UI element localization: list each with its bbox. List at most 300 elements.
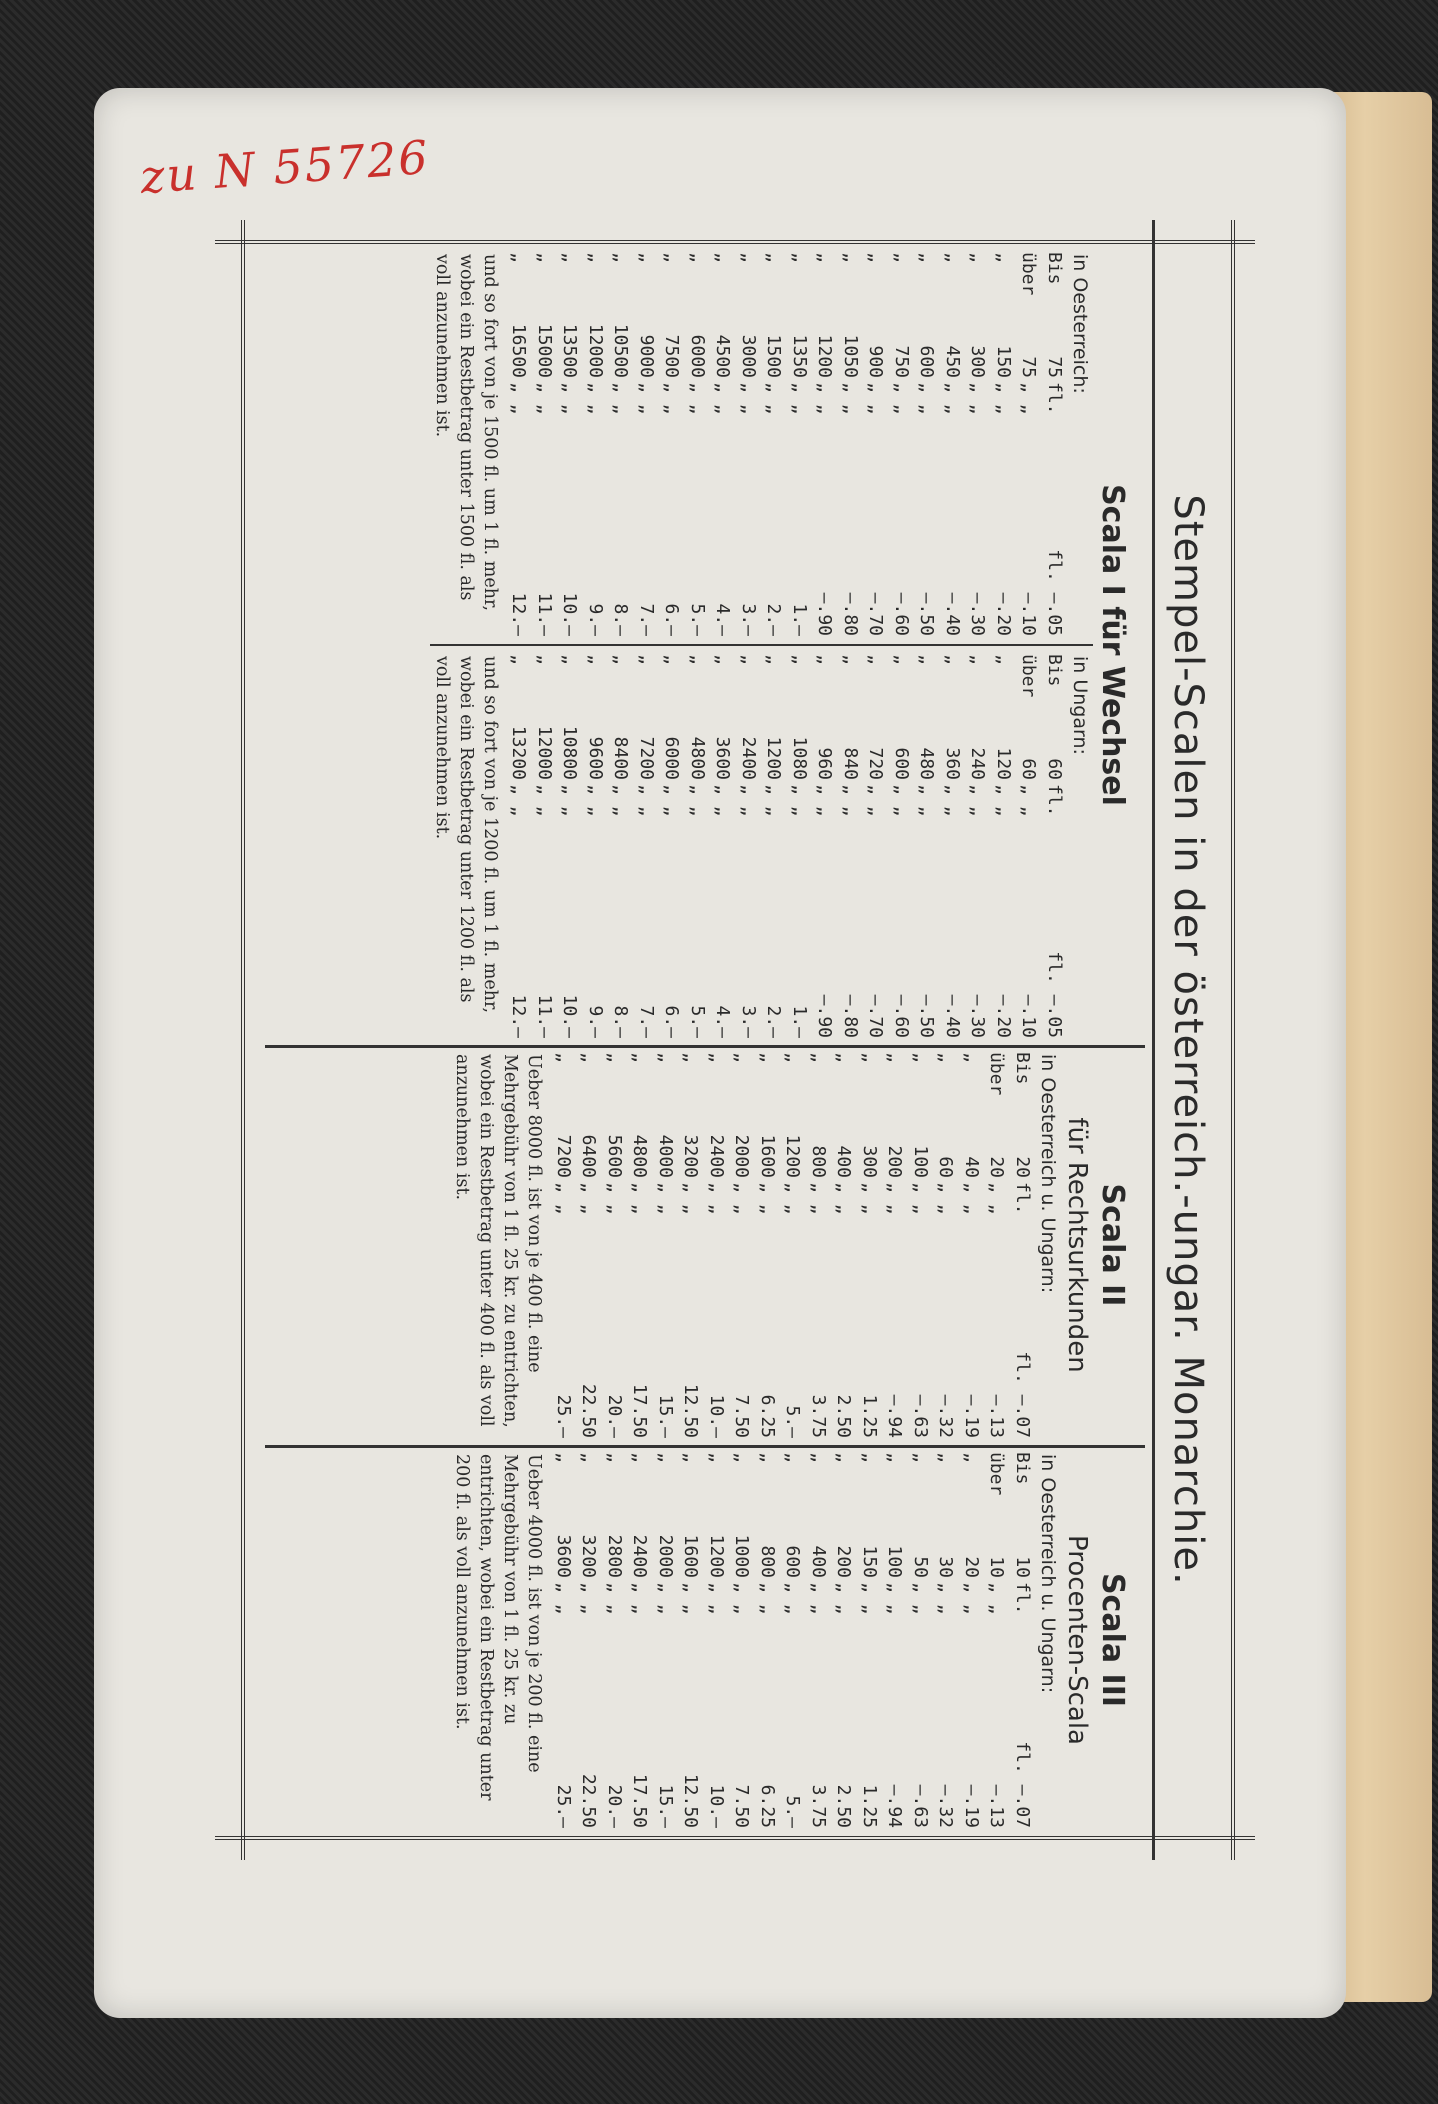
- row-tax: 3.—: [738, 1005, 759, 1038]
- row-prefix: „: [884, 1052, 906, 1063]
- row-unit: „ „: [585, 382, 606, 415]
- rate-row: [984, 1450, 1010, 1830]
- row-unit: „ „: [680, 1582, 702, 1615]
- row-tax: 12.50: [680, 1383, 702, 1438]
- row-unit: „ „: [738, 784, 759, 817]
- rate-row: [755, 1050, 781, 1440]
- rate-row: [602, 1050, 628, 1440]
- column-divider: [265, 1045, 1145, 1048]
- row-tax: 6.—: [661, 1005, 683, 1038]
- row-tax: —.19: [961, 1394, 982, 1438]
- row-prefix: „: [661, 654, 683, 665]
- row-prefix: „: [891, 654, 912, 665]
- row-unit: „ „: [993, 382, 1014, 415]
- rate-row: [908, 1050, 934, 1440]
- row-amount: 100: [910, 1145, 931, 1178]
- row-prefix: über: [986, 1452, 1008, 1496]
- row-prefix: „: [916, 654, 938, 665]
- rate-row: [889, 250, 915, 638]
- rate-row: [678, 1450, 704, 1830]
- rate-row: [761, 250, 787, 638]
- row-unit: „ „: [508, 784, 530, 817]
- row-prefix: „: [629, 1452, 651, 1463]
- row-tax: 4.—: [712, 603, 734, 636]
- rate-row: [882, 1450, 908, 1830]
- row-amount: 100: [884, 1545, 906, 1578]
- rate-row: [634, 250, 660, 638]
- row-amount: 1200: [782, 1134, 804, 1178]
- row-prefix: „: [559, 252, 581, 263]
- row-prefix: „: [884, 1452, 906, 1463]
- row-amount: 60: [1018, 758, 1040, 780]
- row-amount: 480: [916, 747, 938, 780]
- row-prefix: „: [967, 654, 989, 665]
- row-amount: 800: [757, 1545, 778, 1578]
- row-unit: „ „: [840, 784, 861, 817]
- row-unit: „ „: [942, 382, 963, 415]
- row-prefix: „: [680, 1052, 702, 1063]
- row-prefix: Bis: [1012, 1052, 1033, 1085]
- row-prefix: „: [942, 252, 963, 263]
- row-amount: 3600: [712, 736, 734, 780]
- row-unit: „ „: [687, 382, 708, 415]
- row-prefix: „: [738, 252, 759, 263]
- row-tax: 10.—: [706, 1784, 727, 1828]
- row-prefix: „: [604, 1452, 625, 1463]
- row-prefix: „: [712, 252, 734, 263]
- row-tax: —.40: [942, 592, 963, 636]
- row-tax: 9.—: [585, 1005, 606, 1038]
- row-amount: 10500: [610, 323, 632, 378]
- row-unit: „ „: [757, 1582, 778, 1615]
- row-tax: 12.—: [508, 592, 530, 636]
- row-tax: 17.50: [629, 1773, 651, 1828]
- row-tax: 17.50: [629, 1383, 651, 1438]
- row-unit: „ „: [763, 382, 785, 415]
- scala-1-austria: [430, 250, 1093, 646]
- row-prefix: „: [961, 1452, 982, 1463]
- row-prefix: „: [993, 654, 1014, 665]
- footnote: und so fort von je 1500 fl. um 1 fl. mehr, wobei ein Restbetrag unter 1500 fl. als voll anzunehmen ist.: [432, 254, 500, 612]
- rate-row: [653, 1450, 679, 1830]
- row-prefix: „: [935, 1452, 957, 1463]
- rate-row: [608, 250, 634, 638]
- row-tax: —.13: [986, 1784, 1008, 1828]
- row-prefix: „: [610, 654, 632, 665]
- rate-row: [838, 652, 864, 1040]
- row-tax: 12.—: [508, 994, 530, 1038]
- rate-row: [1010, 1050, 1036, 1440]
- row-prefix: „: [910, 1052, 931, 1063]
- row-amount: 1200: [706, 1534, 727, 1578]
- row-unit: „ „: [757, 1182, 778, 1215]
- row-unit: „ „: [782, 1582, 804, 1615]
- rate-row: [557, 250, 583, 638]
- row-amount: 150: [859, 1545, 880, 1578]
- row-tax: 10.—: [559, 994, 581, 1038]
- rate-row: [729, 1050, 755, 1440]
- row-amount: 960: [814, 747, 836, 780]
- row-unit: „ „: [578, 1182, 600, 1215]
- row-prefix: „: [578, 1052, 600, 1063]
- rate-row: [787, 250, 813, 638]
- row-unit: „ „: [935, 1182, 957, 1215]
- row-prefix: „: [865, 654, 887, 665]
- row-unit: „ „: [508, 382, 530, 415]
- row-tax: —.10: [1018, 592, 1040, 636]
- rate-row: [863, 250, 889, 638]
- row-amount: 6400: [578, 1134, 600, 1178]
- row-tax: —.70: [865, 994, 887, 1038]
- row-tax: 1.25: [859, 1394, 880, 1438]
- rate-row: [659, 652, 685, 1040]
- row-amount: 240: [967, 747, 989, 780]
- rate-row: [1042, 652, 1068, 1040]
- region-label: in Oesterreich:: [1069, 254, 1091, 394]
- row-tax: —.50: [916, 592, 938, 636]
- rate-row: [576, 1450, 602, 1830]
- row-prefix: „: [559, 654, 581, 665]
- row-prefix: „: [789, 252, 810, 263]
- row-tax: —.80: [840, 994, 861, 1038]
- rate-row: [933, 1050, 959, 1440]
- row-amount: 12000: [585, 323, 606, 378]
- row-unit: „ „: [1018, 784, 1040, 817]
- row-amount: 7200: [553, 1134, 574, 1178]
- row-unit: „ „: [891, 784, 912, 817]
- row-prefix: „: [840, 654, 861, 665]
- rate-row: [889, 652, 915, 1040]
- rate-row: [991, 652, 1017, 1040]
- row-unit: „ „: [731, 1182, 753, 1215]
- row-prefix: „: [731, 1052, 753, 1063]
- row-prefix: „: [578, 1452, 600, 1463]
- row-amount: 40: [961, 1156, 982, 1178]
- row-tax: 25.—: [553, 1394, 574, 1438]
- row-tax: 8.—: [610, 603, 632, 636]
- row-prefix: Bis: [1044, 252, 1065, 285]
- row-tax: 6.25: [757, 1394, 778, 1438]
- row-unit: „ „: [910, 1582, 931, 1615]
- row-tax: 5.—: [687, 1005, 708, 1038]
- row-unit: „ „: [534, 784, 555, 817]
- row-tax: 3.75: [808, 1394, 829, 1438]
- row-prefix: „: [763, 654, 785, 665]
- row-amount: 9600: [585, 736, 606, 780]
- row-amount: 13200: [508, 725, 530, 780]
- rate-row: [755, 1450, 781, 1830]
- rate-row: [710, 250, 736, 638]
- row-tax: fl. —.07: [1012, 1741, 1033, 1828]
- row-prefix: „: [757, 1452, 778, 1463]
- footnote: und so fort von je 1200 fl. um 1 fl. mehr, wobei ein Restbetrag unter 1200 fl. als voll anzunehmen ist.: [432, 656, 500, 1014]
- rate-row: [704, 1450, 730, 1830]
- row-tax: 5.—: [782, 1405, 804, 1438]
- row-tax: fl. —.05: [1044, 549, 1065, 636]
- row-unit: „ „: [789, 382, 810, 415]
- region-label: in Oesterreich u. Ungarn:: [1037, 1454, 1059, 1694]
- row-unit: „ „: [738, 382, 759, 415]
- row-tax: fl. —.07: [1012, 1351, 1033, 1438]
- row-prefix: „: [661, 252, 683, 263]
- rate-row: [965, 652, 991, 1040]
- row-tax: —.13: [986, 1394, 1008, 1438]
- scala-3-subheading: Procenten-Scala: [1062, 1535, 1092, 1745]
- row-prefix: „: [553, 1052, 574, 1063]
- row-prefix: „: [789, 654, 810, 665]
- row-tax: 11.—: [534, 592, 555, 636]
- row-prefix: „: [680, 1452, 702, 1463]
- row-tax: 7.50: [731, 1784, 753, 1828]
- row-unit: „ „: [884, 1182, 906, 1215]
- row-tax: —.63: [910, 1394, 931, 1438]
- row-prefix: „: [712, 654, 734, 665]
- row-prefix: „: [993, 252, 1014, 263]
- row-unit: „ „: [782, 1182, 804, 1215]
- rate-row: [576, 1050, 602, 1440]
- row-amount: 75: [1044, 356, 1065, 378]
- row-prefix: „: [814, 654, 836, 665]
- row-tax: 6.25: [757, 1784, 778, 1828]
- row-tax: 1.25: [859, 1784, 880, 1828]
- row-unit: „ „: [655, 1582, 676, 1615]
- rate-row: [806, 1050, 832, 1440]
- row-amount: 150: [993, 345, 1014, 378]
- handwritten-shelfmark: zu N 55726: [138, 129, 432, 205]
- row-tax: 3.75: [808, 1784, 829, 1828]
- scala-3-section: [451, 1450, 1132, 1830]
- row-unit: „ „: [578, 1582, 600, 1615]
- scala-1-heading: Scala I für Wechsel: [1095, 484, 1130, 806]
- row-amount: 200: [833, 1545, 855, 1578]
- row-prefix: „: [808, 1052, 829, 1063]
- row-prefix: „: [967, 252, 989, 263]
- row-amount: 1500: [763, 334, 785, 378]
- row-amount: 50: [910, 1556, 931, 1578]
- row-amount: 400: [833, 1145, 855, 1178]
- row-amount: 2800: [604, 1534, 625, 1578]
- row-tax: 20.—: [604, 1784, 625, 1828]
- row-tax: 6.—: [661, 603, 683, 636]
- row-amount: 4000: [655, 1134, 676, 1178]
- row-unit: „ „: [559, 784, 581, 817]
- row-amount: 1600: [757, 1134, 778, 1178]
- row-prefix: über: [1018, 654, 1040, 698]
- row-prefix: „: [859, 1452, 880, 1463]
- row-unit: „ „: [585, 784, 606, 817]
- row-prefix: „: [553, 1452, 574, 1463]
- row-amount: 840: [840, 747, 861, 780]
- row-unit: „ „: [891, 382, 912, 415]
- row-amount: 3600: [553, 1534, 574, 1578]
- row-unit: „ „: [706, 1582, 727, 1615]
- row-prefix: „: [859, 1052, 880, 1063]
- row-amount: 20: [961, 1556, 982, 1578]
- row-unit: „ „: [636, 784, 657, 817]
- row-unit: „ „: [629, 1182, 651, 1215]
- rate-row: [602, 1450, 628, 1830]
- rate-row: [831, 1450, 857, 1830]
- rate-row: [551, 1050, 577, 1440]
- rate-row: [627, 1450, 653, 1830]
- row-unit: „ „: [993, 784, 1014, 817]
- row-prefix: „: [961, 1052, 982, 1063]
- rate-row: [780, 1050, 806, 1440]
- rate-row: [551, 1450, 577, 1830]
- row-unit: „ „: [833, 1582, 855, 1615]
- row-amount: 7500: [661, 334, 683, 378]
- row-amount: 1080: [789, 736, 810, 780]
- rate-row: [608, 652, 634, 1040]
- row-unit: „ „: [833, 1182, 855, 1215]
- rate-row: [863, 652, 889, 1040]
- row-amount: 200: [884, 1145, 906, 1178]
- rate-table: [551, 1450, 1036, 1830]
- scala-3-heading: Scala III: [1095, 1572, 1130, 1708]
- row-unit: fl.: [1012, 1182, 1033, 1215]
- rate-row: [1016, 250, 1042, 638]
- row-tax: —.70: [865, 592, 887, 636]
- row-tax: —.63: [910, 1784, 931, 1828]
- row-tax: 4.—: [712, 1005, 734, 1038]
- row-prefix: „: [833, 1052, 855, 1063]
- row-unit: „ „: [910, 1182, 931, 1215]
- rate-row: [557, 652, 583, 1040]
- row-unit: „ „: [680, 1182, 702, 1215]
- row-amount: 600: [782, 1545, 804, 1578]
- row-tax: —.90: [814, 994, 836, 1038]
- row-tax: —.60: [891, 592, 912, 636]
- row-unit: „ „: [712, 382, 734, 415]
- row-unit: fl.: [1044, 382, 1065, 415]
- row-prefix: „: [910, 1452, 931, 1463]
- row-prefix: „: [782, 1452, 804, 1463]
- rate-row: [710, 652, 736, 1040]
- row-unit: „ „: [967, 784, 989, 817]
- row-prefix: „: [585, 654, 606, 665]
- row-amount: 2000: [731, 1134, 753, 1178]
- row-unit: „ „: [553, 1182, 574, 1215]
- row-amount: 10800: [559, 725, 581, 780]
- stamp-scale-table: [235, 240, 1235, 1840]
- row-prefix: „: [814, 252, 836, 263]
- row-tax: 25.—: [553, 1784, 574, 1828]
- row-prefix: „: [636, 654, 657, 665]
- rate-row: [908, 1450, 934, 1830]
- row-amount: 300: [859, 1145, 880, 1178]
- row-prefix: „: [687, 654, 708, 665]
- row-tax: —.80: [840, 592, 861, 636]
- footnote: Ueber 8000 fl. ist von je 400 fl. eine Mehrgebühr von 1 fl. 25 kr. zu entrichten, wobei ein Restbetrag unter 400 fl. als voll anzunehmen ist.: [452, 1054, 545, 1428]
- region-label: in Ungarn:: [1069, 656, 1091, 755]
- rate-row: [761, 652, 787, 1040]
- row-unit: „ „: [604, 1182, 625, 1215]
- row-tax: 12.50: [680, 1773, 702, 1828]
- rate-row: [857, 1450, 883, 1830]
- row-amount: 4800: [687, 736, 708, 780]
- rate-row: [532, 250, 558, 638]
- row-amount: 13500: [559, 323, 581, 378]
- row-prefix: über: [986, 1052, 1008, 1096]
- row-unit: „ „: [661, 784, 683, 817]
- row-tax: 5.—: [687, 603, 708, 636]
- row-unit: „ „: [916, 382, 938, 415]
- row-unit: „ „: [859, 1582, 880, 1615]
- scala-1-hungary: [430, 646, 1093, 1040]
- rate-row: [506, 652, 532, 1040]
- row-amount: 9000: [636, 334, 657, 378]
- row-tax: 2.50: [833, 1784, 855, 1828]
- row-tax: —.19: [961, 1784, 982, 1828]
- rate-row: [882, 1050, 908, 1440]
- row-tax: 5.—: [782, 1795, 804, 1828]
- row-unit: „ „: [865, 784, 887, 817]
- row-prefix: „: [891, 252, 912, 263]
- row-amount: 5600: [604, 1134, 625, 1178]
- row-unit: fl.: [1044, 784, 1065, 817]
- row-prefix: „: [942, 654, 963, 665]
- rate-row: [659, 250, 685, 638]
- row-amount: 600: [891, 747, 912, 780]
- row-prefix: „: [706, 1452, 727, 1463]
- row-unit: „ „: [961, 1182, 982, 1215]
- row-tax: 15.—: [655, 1784, 676, 1828]
- row-unit: „ „: [859, 1182, 880, 1215]
- rate-table: [506, 652, 1067, 1040]
- row-prefix: „: [757, 1052, 778, 1063]
- row-amount: 20: [986, 1156, 1008, 1178]
- rate-row: [634, 652, 660, 1040]
- row-amount: 750: [891, 345, 912, 378]
- row-tax: 11.—: [534, 994, 555, 1038]
- row-amount: 10: [986, 1556, 1008, 1578]
- row-prefix: „: [808, 1452, 829, 1463]
- rate-row: [959, 1450, 985, 1830]
- row-amount: 16500: [508, 323, 530, 378]
- rate-row: [729, 1450, 755, 1830]
- row-tax: 22.50: [578, 1383, 600, 1438]
- row-prefix: „: [731, 1452, 753, 1463]
- row-prefix: „: [655, 1452, 676, 1463]
- rate-row: [506, 250, 532, 638]
- row-prefix: „: [534, 654, 555, 665]
- row-prefix: über: [1018, 252, 1040, 296]
- row-amount: 75: [1018, 356, 1040, 378]
- row-unit: „ „: [942, 784, 963, 817]
- rate-row: [857, 1050, 883, 1440]
- row-unit: „ „: [636, 382, 657, 415]
- scala-2-section: [451, 1050, 1132, 1440]
- row-tax: 20.—: [604, 1394, 625, 1438]
- row-tax: 1.—: [789, 1005, 810, 1038]
- row-unit: „ „: [655, 1182, 676, 1215]
- row-tax: 15.—: [655, 1394, 676, 1438]
- row-amount: 60: [1044, 758, 1065, 780]
- page-title: Stempel-Scalen in der österreich.-ungar. Monarchie.: [1165, 494, 1211, 1586]
- row-unit: „ „: [610, 784, 632, 817]
- row-unit: „ „: [961, 1582, 982, 1615]
- row-prefix: „: [782, 1052, 804, 1063]
- row-amount: 1050: [840, 334, 861, 378]
- row-amount: 300: [967, 345, 989, 378]
- row-unit: „ „: [731, 1582, 753, 1615]
- rate-row: [532, 652, 558, 1040]
- row-tax: —.30: [967, 994, 989, 1038]
- rate-row: [933, 1450, 959, 1830]
- row-tax: 3.—: [738, 603, 759, 636]
- row-amount: 6000: [687, 334, 708, 378]
- scala-1-section: [430, 250, 1131, 1040]
